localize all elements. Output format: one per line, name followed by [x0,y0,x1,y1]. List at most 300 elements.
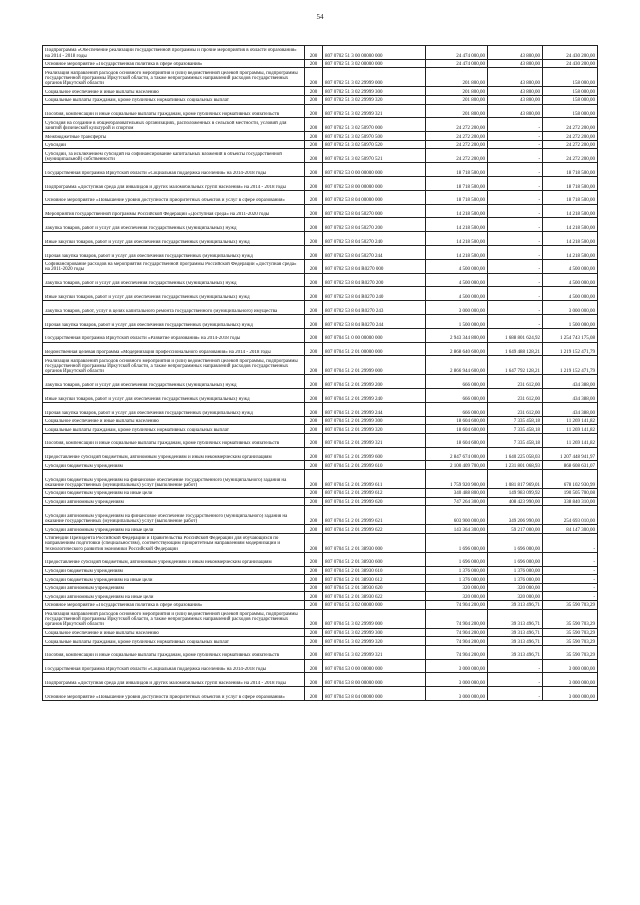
planned-amount-cell: 74 904 200,00 [426,645,488,659]
remaining-amount-cell: 24 272 200,00 [543,118,598,132]
expense-name-text: Мероприятия государственной программы Российской Федерации «Доступная среда» на 2011-2020 годы [45,212,270,218]
admin-code-cell: 200 [305,389,323,403]
budget-classification-cell: 807 0702 53 8 04 00000 000 [323,190,426,204]
expense-name-text: Иные закупки товаров, работ и услуг для обеспечения государственных (муниципальных) нужд [45,239,250,245]
table-row [43,433,598,447]
executed-amount-cell: 1 696 000,00 [488,533,543,552]
executed-amount-cell: - [488,190,543,204]
expense-name-cell [43,87,305,96]
budget-classification-cell: 807 0702 51 3 02 50970 500 [323,132,426,141]
planned-amount-cell: 24 474 000,00 [426,59,488,68]
budget-classification-cell: 807 0704 51 2 01 29999 321 [323,433,426,447]
expense-name-cell [43,218,305,232]
expense-name-text: Закупка товаров, работ, услуг в целях капитального ремонта государственного (муниципального) имущества [45,308,278,314]
expense-name-text: Основное мероприятие «Государственная политика в сфере образования» [45,603,203,609]
executed-amount-cell: 231 612,00 [488,402,543,416]
remaining-amount-cell: 14 218 500,00 [543,204,598,218]
executed-amount-cell: 43 800,00 [488,95,543,104]
budget-classification-cell: 807 0702 51 3 02 50970 521 [323,149,426,163]
executed-amount-cell: 39 313 496,71 [488,637,543,646]
table-row [43,245,598,259]
expense-name-text: Пособия, компенсации и иные социальные выплаты гражданам, кроме публичных нормативных обязательств [45,441,280,447]
admin-code-cell: 200 [305,95,323,104]
budget-classification-cell: 807 0704 51 2 01 38930 600 [323,552,426,566]
table-row [43,673,598,687]
admin-code-cell: 200 [305,687,323,701]
admin-code-cell: 200 [305,259,323,273]
table-row [43,218,598,232]
budget-classification-cell: 807 0704 51 3 02 29999 321 [323,645,426,659]
remaining-amount-cell: 678 102 930,99 [543,470,598,489]
remaining-amount-cell: 1 207 448 941,97 [543,447,598,461]
remaining-amount-cell: 35 590 703,29 [543,601,598,610]
planned-amount-cell: 3 000 000,00 [426,659,488,673]
budget-classification-cell: 807 0704 53 0 00 00000 000 [323,659,426,673]
remaining-amount-cell: 18 718 500,00 [543,163,598,177]
remaining-amount-cell: 868 608 631,07 [543,461,598,470]
expense-name-text: Софинансирование расходов на мероприятия государственной программы Российской Федерации «Доступная среда» на 2011-2020 годы [45,262,297,273]
admin-code-cell: 200 [305,204,323,218]
expense-name-text: Прочая закупка товаров, работ и услуг для обеспечения государственных (муниципальных) нужд [45,253,253,259]
admin-code-cell: 200 [305,59,323,68]
table-row [43,287,598,301]
admin-code-cell: 200 [305,447,323,461]
executed-amount-cell: 59 217 000,00 [488,525,543,534]
expense-name-cell [43,389,305,403]
budget-classification-cell: 807 0704 51 2 01 38930 620 [323,583,426,592]
budget-classification-cell: 807 0702 53 0 00 00000 000 [323,163,426,177]
remaining-amount-cell: 190 505 700,08 [543,489,598,498]
table-row [43,140,598,149]
remaining-amount-cell: 3 000 000,00 [543,673,598,687]
expense-name-cell [43,104,305,118]
expense-name-text: Субсидии бюджетным учреждениям на финансовое обеспечение государственного (муниципального) задания на оказание государственных (муниципальных) услуг (выполнение работ) [45,477,287,488]
budget-classification-cell: 807 0704 51 3 02 00000 000 [323,601,426,610]
expense-name-text: Субсидии автономным учреждениям на финансовое обеспечение государственного (муниципального) задания на оказание государственных (муниципальных) услуг (выполнение работ) [45,513,288,525]
admin-code-cell: 200 [305,273,323,287]
expense-name-cell [43,659,305,673]
expense-name-cell [43,140,305,149]
admin-code-cell: 200 [305,46,323,60]
table-row [43,149,598,163]
table-row [43,87,598,96]
remaining-amount-cell: 158 000,00 [543,87,598,96]
executed-amount-cell: - [488,163,543,177]
remaining-amount-cell: 14 218 500,00 [543,245,598,259]
expense-name-text: Субсидии автономным учреждениям на иные цели [45,594,154,600]
executed-amount-cell: - [488,204,543,218]
table-row [43,592,598,601]
budget-classification-cell: 807 0702 51 3 02 50970 000 [323,118,426,132]
table-row [43,645,598,659]
table-row [43,552,598,566]
table-row [43,68,598,87]
budget-classification-cell: 807 0702 51 3 02 29999 320 [323,95,426,104]
expense-name-text: Иные закупки товаров, работ и услуг для обеспечения государственных (муниципальных) нужд [45,294,250,300]
expense-name-text: Социальные выплаты гражданам, кроме публичных нормативных социальных выплат [45,427,229,433]
admin-code-cell: 200 [305,342,323,356]
table-row [43,402,598,416]
admin-code-cell: 200 [305,645,323,659]
planned-amount-cell: 143 364 300,00 [426,525,488,534]
planned-amount-cell: 18 604 600,00 [426,416,488,425]
admin-code-cell: 200 [305,506,323,525]
budget-classification-cell: 807 0704 51 2 01 29999 240 [323,389,426,403]
admin-code-cell: 200 [305,218,323,232]
expense-name-text: Реализация направлений расходов основного мероприятия и (или) ведомственной целевой программы, подпрограммы государственной программы Иркутской области, а также непрограммных направлений расходов государственных органов Иркутской области [45,612,298,628]
table-row [43,566,598,575]
planned-amount-cell: 4 500 000,00 [426,259,488,273]
admin-code-cell: 200 [305,402,323,416]
expense-name-cell [43,301,305,315]
executed-amount-cell: 43 800,00 [488,46,543,60]
executed-amount-cell: 1 081 817 969,01 [488,470,543,489]
planned-amount-cell: 2 847 674 000,00 [426,447,488,461]
executed-amount-cell: - [488,301,543,315]
remaining-amount-cell: - [543,552,598,566]
planned-amount-cell: 340 488 800,00 [426,489,488,498]
table-row [43,356,598,375]
admin-code-cell: 200 [305,375,323,389]
expense-name-text: Подпрограмма «Доступная среда для инвалидов и других маломобильных групп населения» на 2014 - 2018 годы [45,184,286,190]
admin-code-cell: 200 [305,245,323,259]
planned-amount-cell: 4 500 000,00 [426,273,488,287]
remaining-amount-cell: - [543,592,598,601]
expense-name-text: Прочая закупка товаров, работ и услуг для обеспечения государственных (муниципальных) нужд [45,322,253,328]
expense-name-cell [43,46,305,60]
executed-amount-cell: - [488,140,543,149]
budget-classification-cell: 807 0702 53 8 04 50270 000 [323,204,426,218]
expense-name-text: Субсидии автономным учреждениям [45,500,124,506]
expense-name-text: Закупка товаров, работ и услуг для обеспечения государственных (муниципальных) нужд [45,382,237,388]
expense-name-text: Субсидии бюджетным учреждениям [45,569,123,575]
budget-classification-cell: 807 0704 51 2 01 38930 622 [323,592,426,601]
admin-code-cell: 200 [305,461,323,470]
admin-code-cell: 200 [305,104,323,118]
remaining-amount-cell: 3 000 000,00 [543,301,598,315]
planned-amount-cell: 3 000 000,00 [426,687,488,701]
admin-code-cell: 200 [305,525,323,534]
expense-name-text: Субсидии бюджетным учреждениям на иные цели [45,491,153,497]
admin-code-cell: 200 [305,601,323,610]
table-row [43,687,598,701]
remaining-amount-cell: 1 219 152 471,79 [543,342,598,356]
expense-name-cell [43,533,305,552]
remaining-amount-cell: 254 693 010,00 [543,506,598,525]
budget-classification-cell: 807 0704 53 8 00 00000 000 [323,673,426,687]
table-row [43,301,598,315]
executed-amount-cell: - [488,687,543,701]
expense-name-cell [43,132,305,141]
executed-amount-cell: 408 423 990,00 [488,497,543,506]
executed-amount-cell: - [488,132,543,141]
planned-amount-cell: 320 000,00 [426,592,488,601]
planned-amount-cell: 666 000,00 [426,375,488,389]
admin-code-cell: 200 [305,497,323,506]
budget-classification-cell: 807 0702 51 3 02 29999 300 [323,87,426,96]
expense-name-text: Субсидии [45,143,66,149]
budget-classification-cell: 807 0704 51 2 01 29999 610 [323,461,426,470]
executed-amount-cell: 39 313 496,71 [488,601,543,610]
admin-code-cell: 200 [305,575,323,584]
table-row [43,609,598,628]
planned-amount-cell: 24 272 200,00 [426,149,488,163]
table-row [43,95,598,104]
expense-name-text: Социальные выплаты гражданам, кроме публичных нормативных социальных выплат [45,98,229,104]
admin-code-cell: 200 [305,416,323,425]
expense-name-cell [43,245,305,259]
expense-name-text: Субсидии бюджетным учреждениям на иные цели [45,577,153,583]
admin-code-cell: 200 [305,566,323,575]
planned-amount-cell: 24 272 200,00 [426,118,488,132]
executed-amount-cell: 39 313 496,71 [488,609,543,628]
expense-name-cell [43,163,305,177]
budget-table [42,45,598,701]
planned-amount-cell: 4 500 000,00 [426,287,488,301]
table-row [43,506,598,525]
executed-amount-cell: 231 612,00 [488,389,543,403]
executed-amount-cell: 320 000,00 [488,592,543,601]
admin-code-cell: 200 [305,287,323,301]
planned-amount-cell: 24 474 000,00 [426,46,488,60]
expense-name-cell [43,176,305,190]
executed-amount-cell: - [488,287,543,301]
executed-amount-cell: 1 376 000,00 [488,575,543,584]
executed-amount-cell: - [488,245,543,259]
expense-name-cell [43,68,305,87]
executed-amount-cell: - [488,673,543,687]
expense-name-cell [43,583,305,592]
expense-name-cell [43,204,305,218]
expense-name-text: Закупка товаров, работ и услуг для обеспечения государственных (муниципальных) нужд [45,281,237,287]
expense-name-text: Социальное обеспечение и иные выплаты населению [45,419,159,425]
remaining-amount-cell: 4 500 000,00 [543,287,598,301]
budget-classification-cell: 807 0702 53 8 04 R0270 000 [323,259,426,273]
planned-amount-cell: 1 500 000,00 [426,314,488,328]
expense-name-cell [43,328,305,342]
remaining-amount-cell: 24 272 200,00 [543,132,598,141]
executed-amount-cell: - [488,176,543,190]
planned-amount-cell: 18 604 600,00 [426,433,488,447]
planned-amount-cell: 74 904 200,00 [426,601,488,610]
expense-name-text: Субсидии бюджетным учреждениям [45,463,123,469]
expense-name-cell [43,416,305,425]
table-row [43,425,598,434]
expense-name-text: Предоставление субсидий бюджетным, автономным учреждениям и иным некоммерческим организациям [45,455,272,461]
admin-code-cell: 200 [305,356,323,375]
expense-name-cell [43,497,305,506]
planned-amount-cell: 2 866 944 600,00 [426,356,488,375]
table-row [43,118,598,132]
admin-code-cell: 200 [305,314,323,328]
remaining-amount-cell: - [543,575,598,584]
expense-name-cell [43,609,305,628]
budget-classification-cell: 807 0704 51 0 00 00000 000 [323,328,426,342]
planned-amount-cell: 1 376 000,00 [426,575,488,584]
executed-amount-cell: - [488,218,543,232]
planned-amount-cell: 3 000 000,00 [426,301,488,315]
remaining-amount-cell: 1 500 000,00 [543,314,598,328]
admin-code-cell: 200 [305,659,323,673]
table-row [43,314,598,328]
planned-amount-cell: 1 696 000,00 [426,533,488,552]
remaining-amount-cell: 434 388,00 [543,402,598,416]
expense-name-text: Подпрограмма «Обеспечение реализации государственной программы и прочие мероприятия в области образования» на 2014 - 2018 годы [45,48,297,59]
table-row [43,470,598,489]
expense-name-text: Ведомственная целевая программа «Модернизация профессионального образования» на 2014 - 2018 годы [45,350,271,356]
planned-amount-cell: 2 943 344 800,00 [426,328,488,342]
expense-name-cell [43,673,305,687]
remaining-amount-cell: 434 388,00 [543,389,598,403]
remaining-amount-cell: 4 500 000,00 [543,273,598,287]
executed-amount-cell: 231 612,00 [488,375,543,389]
executed-amount-cell: 7 335 458,18 [488,416,543,425]
expense-name-text: Основное мероприятие «Повышение уровня доступности приоритетных объектов и услуг в сфере образования» [45,694,285,700]
remaining-amount-cell: 1 219 152 471,79 [543,356,598,375]
expense-name-cell [43,375,305,389]
planned-amount-cell: 1 376 000,00 [426,566,488,575]
expense-name-text: Реализация направлений расходов основного мероприятия и (или) ведомственной целевой программы, подпрограммы государственной программы Иркутской области, а также непрограммных направлений расходов государственных органов Иркутской области [45,70,298,87]
executed-amount-cell: 149 983 099,92 [488,489,543,498]
executed-amount-cell: 1 647 792 128,21 [488,356,543,375]
expense-name-text: Межбюджетные трансферты [45,134,107,140]
budget-classification-cell: 807 0702 51 3 02 00000 000 [323,59,426,68]
admin-code-cell: 200 [305,118,323,132]
table-row [43,342,598,356]
budget-classification-cell: 807 0702 53 8 04 50270 244 [323,245,426,259]
budget-classification-cell: 807 0704 51 2 01 29999 612 [323,489,426,498]
remaining-amount-cell: 11 269 141,82 [543,433,598,447]
expense-name-text: Социальное обеспечение и иные выплаты населению [45,631,159,637]
expense-name-cell [43,273,305,287]
budget-classification-cell: 807 0702 51 3 02 50970 520 [323,140,426,149]
table-row [43,389,598,403]
expense-name-text: Социальные выплаты гражданам, кроме публичных нормативных социальных выплат [45,639,229,645]
remaining-amount-cell: 35 590 703,29 [543,637,598,646]
expense-name-text: Стипендии Президента Российской Федерации и Правительства Российской Федерации для обучающихся по направлениям подготовки (специальностям), соответствующим приоритетным направлениям модернизации и технологического развития экономики Российской Федерации [45,536,281,552]
executed-amount-cell: 349 206 990,00 [488,506,543,525]
table-row [43,328,598,342]
table-row [43,659,598,673]
expense-name-cell [43,356,305,375]
executed-amount-cell: - [488,118,543,132]
expense-name-text: Предоставление субсидий бюджетным, автономным учреждениям и иным некоммерческим организациям [45,560,272,566]
planned-amount-cell: 74 904 200,00 [426,628,488,637]
remaining-amount-cell: - [543,533,598,552]
planned-amount-cell: 747 264 300,00 [426,497,488,506]
expense-name-cell [43,489,305,498]
admin-code-cell: 200 [305,489,323,498]
executed-amount-cell: 1 688 801 624,92 [488,328,543,342]
table-row [43,497,598,506]
table-row [43,375,598,389]
table-row [43,461,598,470]
budget-classification-cell: 807 0704 51 3 02 29999 320 [323,637,426,646]
executed-amount-cell: - [488,232,543,246]
table-row [43,575,598,584]
planned-amount-cell: 201 800,00 [426,68,488,87]
expense-name-text: Государственная программа Иркутской области «Социальная поддержка населения» на 2014-2018 годы [45,170,267,176]
table-row [43,583,598,592]
admin-code-cell: 200 [305,328,323,342]
expense-name-cell [43,525,305,534]
planned-amount-cell: 74 904 200,00 [426,609,488,628]
expense-name-text: Субсидии, за исключением субсидий на софинансирование капитальных вложений в объекты государственной (муниципальной) собственности [45,151,282,162]
admin-code-cell: 200 [305,592,323,601]
expense-name-text: Прочая закупка товаров, работ и услуг для обеспечения государственных (муниципальных) нужд [45,410,253,416]
planned-amount-cell: 666 000,00 [426,389,488,403]
expense-name-text: Основное мероприятие «Государственная политика в сфере образования» [45,62,203,68]
admin-code-cell: 200 [305,425,323,434]
expense-name-cell [43,447,305,461]
budget-classification-cell: 807 0702 53 8 04 50270 240 [323,232,426,246]
planned-amount-cell: 2 868 640 600,00 [426,342,488,356]
admin-code-cell: 200 [305,176,323,190]
budget-classification-cell: 807 0704 51 3 02 29999 300 [323,628,426,637]
remaining-amount-cell: 1 254 743 175,08 [543,328,598,342]
remaining-amount-cell: 4 500 000,00 [543,259,598,273]
table-row [43,628,598,637]
remaining-amount-cell: 18 718 500,00 [543,190,598,204]
remaining-amount-cell: 158 000,00 [543,104,598,118]
planned-amount-cell: 1 696 000,00 [426,552,488,566]
budget-classification-cell: 807 0704 51 2 01 29999 621 [323,506,426,525]
remaining-amount-cell: 338 840 310,00 [543,497,598,506]
remaining-amount-cell: 11 269 141,82 [543,425,598,434]
expense-name-cell [43,190,305,204]
planned-amount-cell: 14 218 500,00 [426,204,488,218]
table-row [43,273,598,287]
planned-amount-cell: 74 904 200,00 [426,637,488,646]
executed-amount-cell: - [488,149,543,163]
remaining-amount-cell: 434 388,00 [543,375,598,389]
remaining-amount-cell: 11 269 141,82 [543,416,598,425]
expense-name-text: Иные закупки товаров, работ и услуг для обеспечения государственных (муниципальных) нужд [45,396,250,402]
admin-code-cell: 200 [305,149,323,163]
remaining-amount-cell: 14 218 500,00 [543,218,598,232]
planned-amount-cell: 1 759 920 900,00 [426,470,488,489]
table-row [43,190,598,204]
table-row [43,132,598,141]
admin-code-cell: 200 [305,609,323,628]
remaining-amount-cell: 24 272 200,00 [543,149,598,163]
expense-name-cell [43,575,305,584]
table-row [43,104,598,118]
admin-code-cell: 200 [305,163,323,177]
expense-name-cell [43,433,305,447]
budget-classification-cell: 807 0702 53 8 00 00000 000 [323,176,426,190]
expense-name-cell [43,425,305,434]
remaining-amount-cell: 3 000 000,00 [543,659,598,673]
table-row [43,601,598,610]
admin-code-cell: 200 [305,68,323,87]
admin-code-cell: 200 [305,637,323,646]
expense-name-cell [43,402,305,416]
remaining-amount-cell: 35 590 703,29 [543,645,598,659]
expense-name-cell [43,118,305,132]
budget-classification-cell: 807 0702 51 3 00 00000 000 [323,46,426,60]
expense-name-cell [43,601,305,610]
executed-amount-cell: 1 640 225 058,03 [488,447,543,461]
executed-amount-cell: 7 335 458,18 [488,433,543,447]
planned-amount-cell: 24 272 200,00 [426,132,488,141]
expense-name-cell [43,470,305,489]
executed-amount-cell: - [488,259,543,273]
planned-amount-cell: 14 218 500,00 [426,218,488,232]
planned-amount-cell: 24 272 200,00 [426,140,488,149]
planned-amount-cell: 18 718 500,00 [426,163,488,177]
executed-amount-cell: - [488,659,543,673]
